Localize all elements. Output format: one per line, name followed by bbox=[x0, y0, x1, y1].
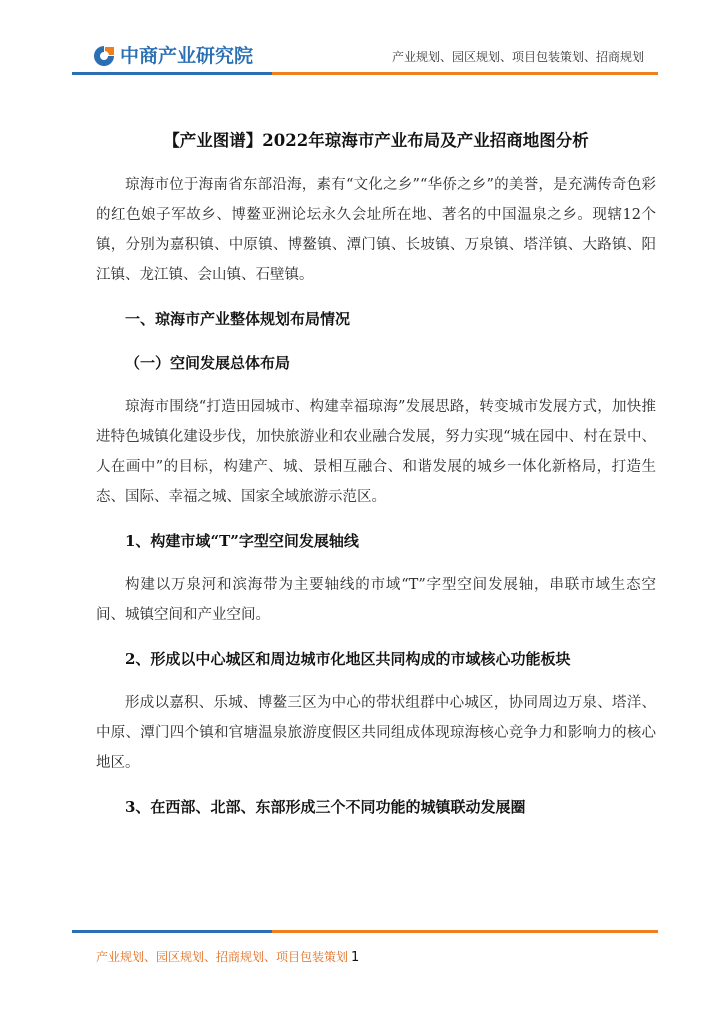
intro-paragraph: 琼海市位于海南省东部沿海，素有“文化之乡”“华侨之乡”的美誉，是充满传奇色彩的红色娘子军故乡、博鳌亚洲论坛永久会址所在地、著名的中国温泉之乡。现辖12个镇，分别为嘉积镇、中原镇、博鳌镇、潭门镇、长坡镇、万泉镇、塔洋镇、大路镇、阳江镇、龙江镇、会山镇、石壁镇。 bbox=[96, 177, 656, 283]
item-paragraph-1: 构建以万泉河和滨海带为主要轴线的市域“T”字型空间发展轴，串联市域生态空间、城镇空间和产业空间。 bbox=[96, 577, 656, 623]
footer-divider bbox=[72, 930, 658, 933]
article-title: 【产业图谱】2022年琼海市产业布局及产业招商地图分析 bbox=[163, 131, 589, 150]
section-heading: 一、琼海市产业整体规划布局情况 bbox=[125, 310, 351, 328]
page-header bbox=[0, 0, 724, 80]
subsection-paragraph: 琼海市围绕“打造田园城市、构建幸福琼海”发展思路，转变城市发展方式，加快推进特色城镇化建设步伐，加快旅游业和农业融合发展，努力实现“城在园中、村在景中、人在画中”的目标，构建产、城、景相互融合、和谐发展的城乡一体化新格局，打造生态、国际、幸福之城、国家全域旅游示范区。 bbox=[96, 399, 656, 505]
page-footer bbox=[96, 948, 359, 965]
header-divider bbox=[72, 72, 658, 75]
chevron-c-logo-icon bbox=[92, 44, 116, 68]
logo-text: 中商产业研究院 bbox=[120, 45, 254, 67]
item-heading-3: 3、在西部、北部、东部形成三个不同功能的城镇联动发展圈 bbox=[125, 798, 526, 816]
subsection-heading: （一）空间发展总体布局 bbox=[125, 354, 291, 372]
page-number: 1 bbox=[351, 950, 360, 965]
footer-tagline: 产业规划、园区规划、招商规划、项目包装策划 bbox=[96, 950, 349, 964]
header-tagline: 产业规划、园区规划、项目包装策划、招商规划 bbox=[391, 50, 644, 64]
item-heading-1: 1、构建市域“T”字型空间发展轴线 bbox=[125, 532, 359, 550]
logo bbox=[92, 44, 253, 68]
item-paragraph-2: 形成以嘉积、乐城、博鳌三区为中心的带状组群中心城区，协同周边万泉、塔洋、中原、潭门四个镇和官塘温泉旅游度假区共同组成体现琼海核心竞争力和影响力的核心地区。 bbox=[96, 695, 656, 771]
article-body bbox=[96, 128, 656, 822]
item-heading-2: 2、形成以中心城区和周边城市化地区共同构成的市域核心功能板块 bbox=[125, 650, 571, 668]
